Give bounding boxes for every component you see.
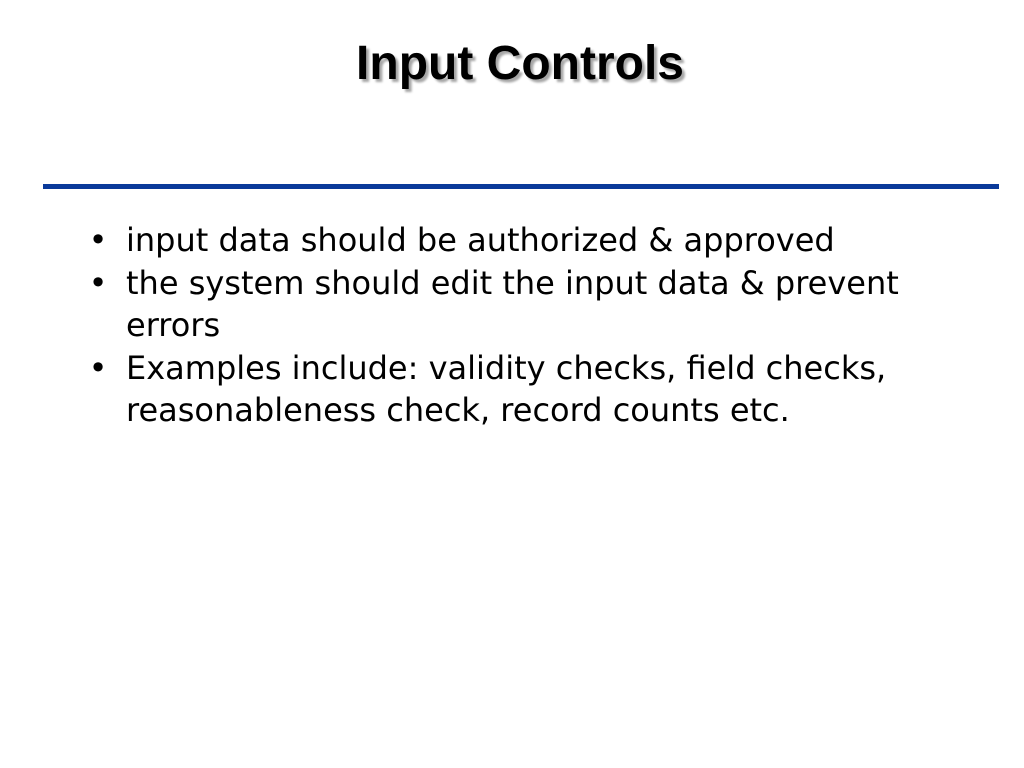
title-divider: [43, 184, 999, 189]
bullet-text: input data should be authorized & approved: [126, 221, 835, 259]
slide-title: Input Controls: [356, 37, 684, 90]
list-item: [86, 219, 966, 261]
bullet-icon: •: [88, 221, 108, 259]
bullet-icon: •: [88, 264, 108, 302]
bullet-text: Examples include: validity checks, field checks, reasonableness check, record counts etc.: [126, 349, 887, 429]
bullet-text: the system should edit the input data & prevent errors: [126, 264, 899, 344]
list-item: [86, 262, 966, 346]
list-item: [86, 347, 966, 431]
bullet-icon: •: [88, 349, 108, 387]
bullet-list: [86, 219, 966, 432]
